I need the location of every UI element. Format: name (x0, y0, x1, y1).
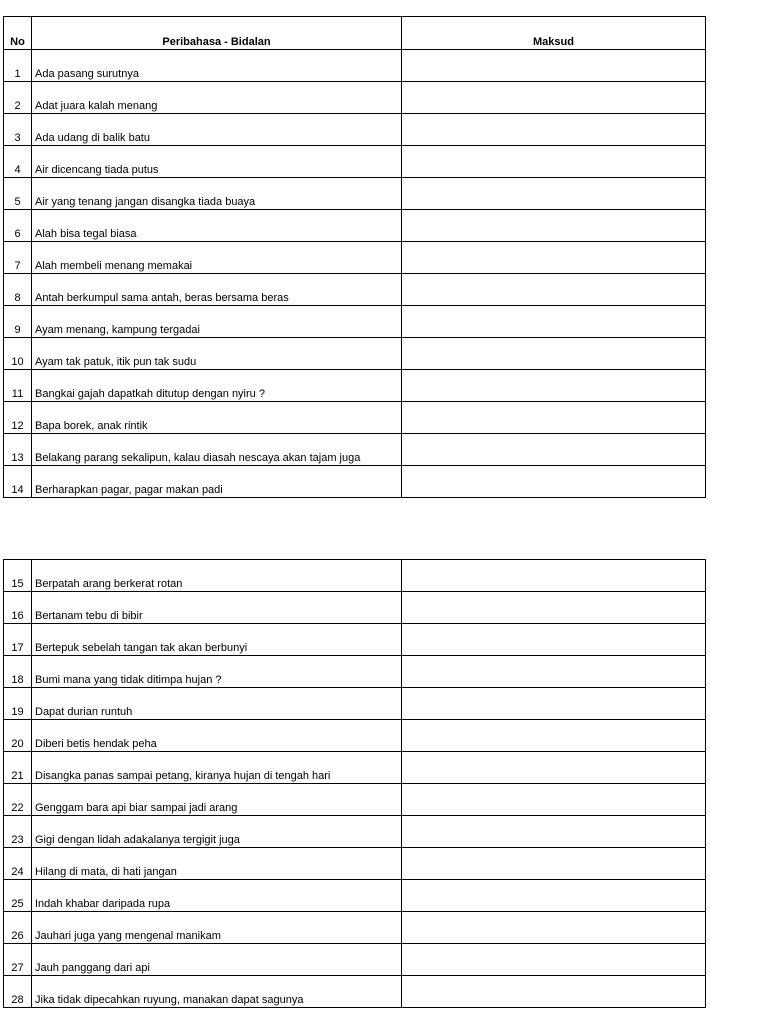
row-number: 5 (4, 178, 32, 210)
row-number: 12 (4, 402, 32, 434)
meaning-cell[interactable] (402, 370, 706, 402)
proverb-cell: Belakang parang sekalipun, kalau diasah nescaya akan tajam juga (32, 434, 402, 466)
meaning-cell[interactable] (402, 848, 706, 880)
table-header-row (4, 17, 706, 50)
meaning-cell[interactable] (402, 720, 706, 752)
table-row (4, 656, 706, 688)
proverb-cell: Dapat durian runtuh (32, 688, 402, 720)
table-row (4, 338, 706, 370)
proverb-cell: Air yang tenang jangan disangka tiada buaya (32, 178, 402, 210)
table-row (4, 306, 706, 338)
row-number: 8 (4, 274, 32, 306)
proverb-cell: Ada pasang surutnya (32, 50, 402, 82)
table-row (4, 976, 706, 1008)
proverb-cell: Adat juara kalah menang (32, 82, 402, 114)
table-row (4, 816, 706, 848)
table-row (4, 402, 706, 434)
meaning-cell[interactable] (402, 274, 706, 306)
meaning-cell[interactable] (402, 178, 706, 210)
row-number: 16 (4, 592, 32, 624)
table-row (4, 466, 706, 498)
proverb-cell: Antah berkumpul sama antah, beras bersama beras (32, 274, 402, 306)
meaning-cell[interactable] (402, 880, 706, 912)
header-maksud: Maksud (402, 17, 706, 50)
row-number: 15 (4, 560, 32, 592)
table-row (4, 880, 706, 912)
row-number: 23 (4, 816, 32, 848)
table-row (4, 720, 706, 752)
proverb-cell: Diberi betis hendak peha (32, 720, 402, 752)
row-number: 1 (4, 50, 32, 82)
proverb-cell: Ada udang di balik batu (32, 114, 402, 146)
header-no: No (4, 17, 32, 50)
proverb-cell: Air dicencang tiada putus (32, 146, 402, 178)
meaning-cell[interactable] (402, 560, 706, 592)
meaning-cell[interactable] (402, 338, 706, 370)
row-number: 11 (4, 370, 32, 402)
table-row (4, 912, 706, 944)
proverb-cell: Genggam bara api biar sampai jadi arang (32, 784, 402, 816)
meaning-cell[interactable] (402, 114, 706, 146)
proverb-cell: Jauh panggang dari api (32, 944, 402, 976)
meaning-cell[interactable] (402, 784, 706, 816)
proverb-cell: Berpatah arang berkerat rotan (32, 560, 402, 592)
row-number: 25 (4, 880, 32, 912)
proverb-cell: Indah khabar daripada rupa (32, 880, 402, 912)
table-row (4, 848, 706, 880)
meaning-cell[interactable] (402, 82, 706, 114)
table-row (4, 82, 706, 114)
table-row (4, 274, 706, 306)
row-number: 13 (4, 434, 32, 466)
proverb-table-2 (3, 559, 706, 1008)
proverb-cell: Ayam tak patuk, itik pun tak sudu (32, 338, 402, 370)
proverb-cell: Bangkai gajah dapatkah ditutup dengan nyiru ? (32, 370, 402, 402)
meaning-cell[interactable] (402, 402, 706, 434)
proverb-cell: Gigi dengan lidah adakalanya tergigit juga (32, 816, 402, 848)
meaning-cell[interactable] (402, 210, 706, 242)
proverb-cell: Ayam menang, kampung tergadai (32, 306, 402, 338)
proverb-cell: Hilang di mata, di hati jangan (32, 848, 402, 880)
table-row (4, 560, 706, 592)
meaning-cell[interactable] (402, 976, 706, 1008)
meaning-cell[interactable] (402, 242, 706, 274)
row-number: 3 (4, 114, 32, 146)
meaning-cell[interactable] (402, 624, 706, 656)
row-number: 7 (4, 242, 32, 274)
proverb-cell: Bumi mana yang tidak ditimpa hujan ? (32, 656, 402, 688)
proverb-cell: Bertanam tebu di bibir (32, 592, 402, 624)
row-number: 10 (4, 338, 32, 370)
table-row (4, 592, 706, 624)
table-row (4, 944, 706, 976)
proverb-cell: Jika tidak dipecahkan ruyung, manakan dapat sagunya (32, 976, 402, 1008)
meaning-cell[interactable] (402, 816, 706, 848)
table-row (4, 178, 706, 210)
table-row (4, 114, 706, 146)
proverb-table-1 (3, 16, 706, 498)
row-number: 28 (4, 976, 32, 1008)
table-row (4, 50, 706, 82)
meaning-cell[interactable] (402, 50, 706, 82)
table-row (4, 434, 706, 466)
proverb-cell: Bapa borek, anak rintik (32, 402, 402, 434)
meaning-cell[interactable] (402, 688, 706, 720)
row-number: 18 (4, 656, 32, 688)
row-number: 2 (4, 82, 32, 114)
row-number: 17 (4, 624, 32, 656)
row-number: 20 (4, 720, 32, 752)
row-number: 27 (4, 944, 32, 976)
row-number: 22 (4, 784, 32, 816)
header-peribahasa: Peribahasa - Bidalan (32, 17, 402, 50)
meaning-cell[interactable] (402, 434, 706, 466)
meaning-cell[interactable] (402, 752, 706, 784)
row-number: 26 (4, 912, 32, 944)
proverb-cell: Bertepuk sebelah tangan tak akan berbunyi (32, 624, 402, 656)
meaning-cell[interactable] (402, 306, 706, 338)
row-number: 4 (4, 146, 32, 178)
proverb-cell: Alah bisa tegal biasa (32, 210, 402, 242)
table-row (4, 624, 706, 656)
proverb-cell: Jauhari juga yang mengenal manikam (32, 912, 402, 944)
row-number: 21 (4, 752, 32, 784)
table-row (4, 752, 706, 784)
row-number: 14 (4, 466, 32, 498)
row-number: 19 (4, 688, 32, 720)
meaning-cell[interactable] (402, 912, 706, 944)
meaning-cell[interactable] (402, 466, 706, 498)
table-row (4, 688, 706, 720)
proverb-cell: Disangka panas sampai petang, kiranya hujan di tengah hari (32, 752, 402, 784)
proverb-cell: Berharapkan pagar, pagar makan padi (32, 466, 402, 498)
meaning-cell[interactable] (402, 592, 706, 624)
table-row (4, 242, 706, 274)
table-row (4, 210, 706, 242)
meaning-cell[interactable] (402, 146, 706, 178)
row-number: 24 (4, 848, 32, 880)
proverb-cell: Alah membeli menang memakai (32, 242, 402, 274)
table-row (4, 784, 706, 816)
table-row (4, 370, 706, 402)
row-number: 9 (4, 306, 32, 338)
table-row (4, 146, 706, 178)
row-number: 6 (4, 210, 32, 242)
meaning-cell[interactable] (402, 944, 706, 976)
meaning-cell[interactable] (402, 656, 706, 688)
